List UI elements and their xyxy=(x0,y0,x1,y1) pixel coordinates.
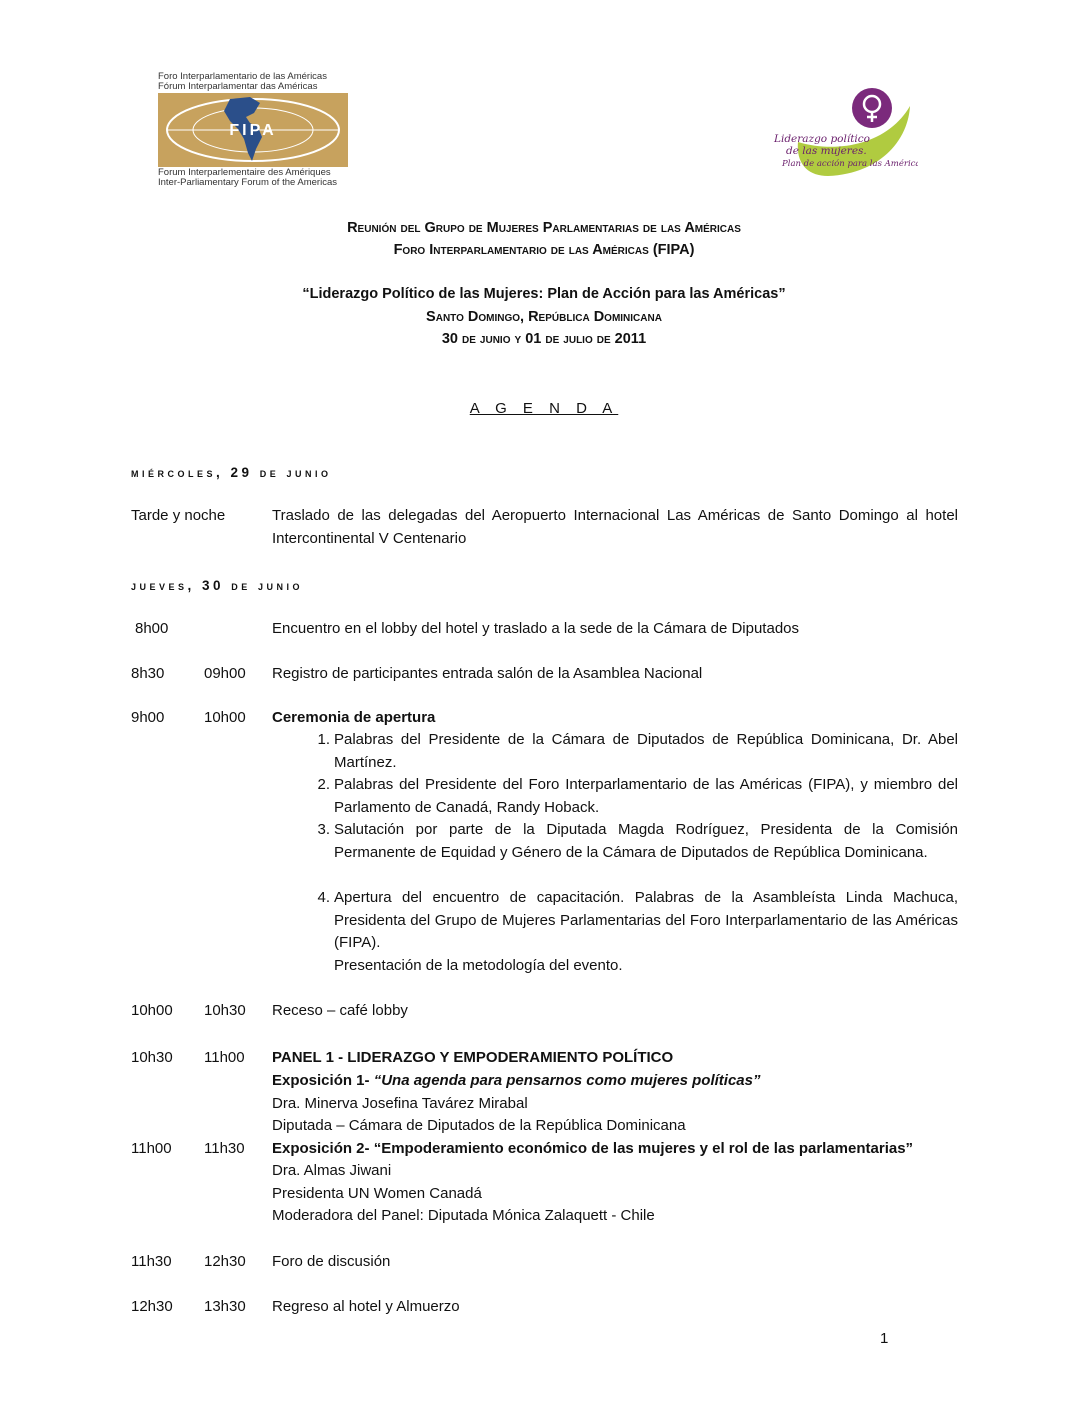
exposition-2: Exposición 2- “Empoderamiento económico de las mujeres y el rol de las parlamentarias” xyxy=(272,1140,914,1157)
exposition-title: “Una agenda para pensarnos como mujeres políticas” xyxy=(373,1072,761,1089)
fipa-logo xyxy=(158,72,348,188)
lid-line-1: Liderazgo político xyxy=(774,133,870,145)
list-item: Apertura del encuentro de capacitación. Palabras de la Asambleísta Linda Machuca, Presidenta del Grupo de Mujeres Parlamentarias del Foro Interparlamentario de las Américas (FIPA). xyxy=(334,889,958,951)
time-end: 12h30 xyxy=(204,1253,246,1270)
time-end: 09h00 xyxy=(204,665,246,682)
speaker-name: Dra. Minerva Josefina Tavárez Mirabal xyxy=(272,1095,528,1112)
list-item-extra: Presentación de la metodología del evento. xyxy=(334,957,623,974)
agenda-title: A G E N D A xyxy=(469,400,619,417)
time-start: 10h00 xyxy=(131,1002,173,1019)
exposition-label: Exposición 1- xyxy=(272,1072,374,1089)
day-heading-wednesday: miércoles, 29 de junio xyxy=(131,465,332,480)
lid-line-3: Plan de acción para las Américas xyxy=(782,159,918,169)
list-item-number: 4. xyxy=(317,889,330,906)
list-item-number: 1. xyxy=(317,731,330,748)
lid-line-2: de las mujeres. xyxy=(786,145,867,157)
time-end: 10h00 xyxy=(204,709,246,726)
session-title: Ceremonia de apertura xyxy=(272,709,436,726)
event-location: Santo Domingo, República Dominicana xyxy=(426,309,662,325)
time-start: 10h30 xyxy=(131,1049,173,1066)
event-title: “Liderazgo Político de las Mujeres: Plan de Acción para las Américas” xyxy=(302,286,786,302)
list-item: Salutación por parte de la Diputada Magda Rodríguez, Presidenta de la Comisión Permanente de Equidad y Género de la Cámara de Diputados de República Dominicana. xyxy=(334,821,958,861)
time-start: 11h30 xyxy=(131,1253,172,1270)
fipa-emblem xyxy=(158,93,348,167)
list-item-number: 3. xyxy=(317,821,330,838)
list-item-number: 2. xyxy=(317,776,330,793)
header-line-2: Foro Interparlamentario de las Américas (FIPA) xyxy=(393,242,695,258)
list-item: Palabras del Presidente del Foro Interparlamentario de las Américas (FIPA), y miembro del Parlamento de Canadá, Randy Hoback. xyxy=(334,776,958,816)
time-end: 13h30 xyxy=(204,1298,246,1315)
time-start: 8h00 xyxy=(135,620,169,637)
fipa-logo-bottom-text xyxy=(158,168,348,188)
fipa-logo-top-text xyxy=(158,72,348,92)
agenda-item-text: Receso – café lobby xyxy=(272,1002,408,1019)
speaker-role: Diputada – Cámara de Diputados de la República Dominicana xyxy=(272,1117,686,1134)
fipa-top-line-2: Fórum Interparlamentar das Américas xyxy=(158,81,318,92)
fipa-top-line-1: Foro Interparlamentario de las Américas xyxy=(158,71,327,82)
time-end: 10h30 xyxy=(204,1002,246,1019)
exposition-1 xyxy=(272,1070,958,1093)
event-dates: 30 de junio y 01 de julio de 2011 xyxy=(441,331,647,347)
list-item: Palabras del Presidente de la Cámara de Diputados de República Dominicana, Dr. Abel Martínez. xyxy=(334,731,958,771)
speaker-role: Presidenta UN Women Canadá xyxy=(272,1185,482,1202)
fipa-mark-text: FIPA xyxy=(229,122,277,139)
fipa-bottom-line-2: Inter-Parliamentary Forum of the Americas xyxy=(158,177,337,188)
page-number: 1 xyxy=(880,1330,889,1347)
time-start: 12h30 xyxy=(131,1298,173,1315)
agenda-item-text: Regreso al hotel y Almuerzo xyxy=(272,1298,460,1315)
time-start: Tarde y noche xyxy=(131,507,226,524)
globe-icon xyxy=(158,93,348,167)
fipa-bottom-line-1: Forum Interparlementaire des Amériques xyxy=(158,167,331,178)
time-start: 9h00 xyxy=(131,709,165,726)
liderazgo-logo xyxy=(768,84,918,184)
agenda-item-text: Encuentro en el lobby del hotel y traslado a la sede de la Cámara de Diputados xyxy=(272,620,799,637)
header-line-1: Reunión del Grupo de Mujeres Parlamentarias de las Américas xyxy=(347,220,741,236)
agenda-item-text: Foro de discusión xyxy=(272,1253,391,1270)
agenda-item-text: Traslado de las delegadas del Aeropuerto Internacional Las Américas de Santo Domingo al hotel Intercontinental V Centenario xyxy=(272,507,958,547)
day-heading-thursday: jueves, 30 de junio xyxy=(131,578,304,593)
panel-moderator: Moderadora del Panel: Diputada Mónica Zalaquett - Chile xyxy=(272,1207,655,1224)
panel-title: PANEL 1 - LIDERAZGO Y EMPODERAMIENTO POLÍTICO xyxy=(272,1049,674,1066)
time-start: 8h30 xyxy=(131,665,165,682)
time-end: 11h30 xyxy=(204,1140,245,1157)
speaker-name: Dra. Almas Jiwani xyxy=(272,1162,392,1179)
time-end: 11h00 xyxy=(204,1049,245,1066)
agenda-item-text: Registro de participantes entrada salón de la Asamblea Nacional xyxy=(272,665,703,682)
time-start: 11h00 xyxy=(131,1140,172,1157)
